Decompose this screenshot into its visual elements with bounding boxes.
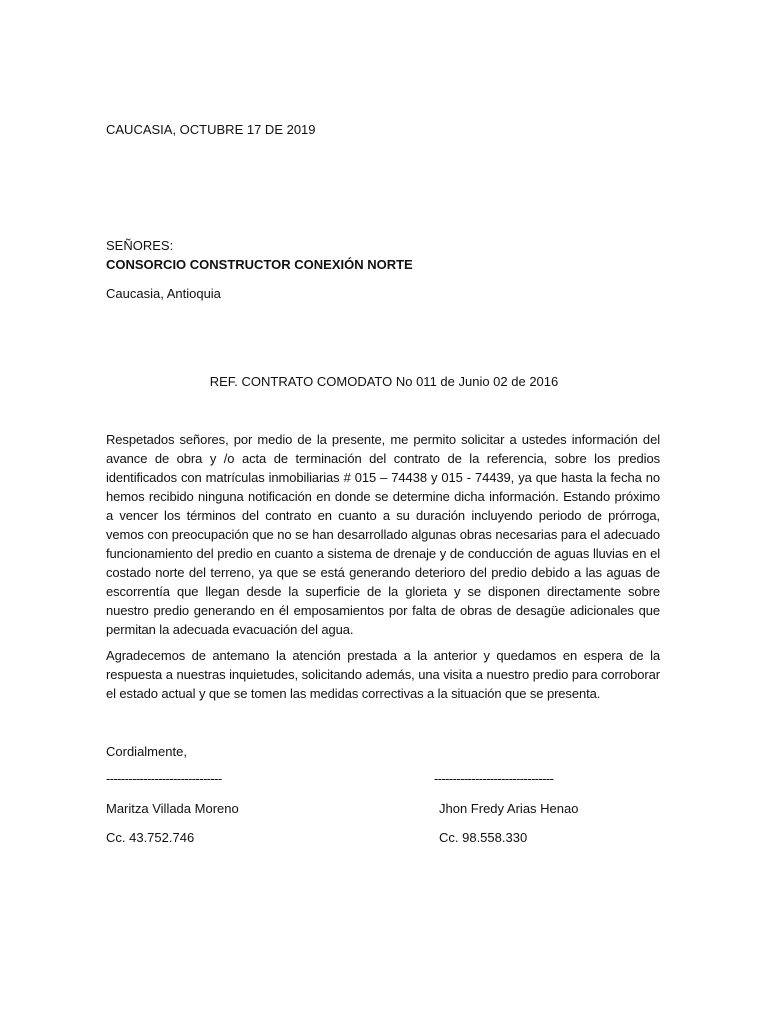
signature-line-left: -------------------------------: [106, 771, 222, 786]
signer-name-left: Maritza Villada Moreno: [106, 801, 239, 816]
body-paragraph-1: Respetados señores, por medio de la presente, me permito solicitar a ustedes información del avance de obra y /o acta de terminación del contrato de la referencia, sobre los predios identificados con matrículas inmobiliarias # 015 – 74438 y 015 - 74439, ya que hasta la fecha no hemos recibido ninguna notificación en donde se determine dicha información. Estando próximo a vencer los términos del contrato en cuanto a su duración incluyendo periodo de prórroga, vemos con preocupación que no se han desarrollado algunas obras necesarias para el adecuado funcionamiento del predio en cuanto a sistema de drenaje y de conducción de aguas lluvias en el costado norte del terreno, ya que se está generando deterioro del predio debido a las aguas de escorrentía que llegan desde la superficie de la glorieta y se disponen directamente sobre nuestro predio generando en él emposamientos por falta de obras de desagüe adicionales que permitan la adecuada evacuación del agua.: [106, 432, 660, 637]
signer-id-left: Cc. 43.752.746: [106, 830, 195, 845]
signer-name-right: Jhon Fredy Arias Henao: [439, 801, 579, 816]
recipient-location: Caucasia, Antioquia: [106, 286, 221, 301]
recipient-name: CONSORCIO CONSTRUCTOR CONEXIÓN NORTE: [106, 257, 413, 272]
signature-line-right: --------------------------------: [434, 771, 554, 786]
date-line: CAUCASIA, OCTUBRE 17 DE 2019: [106, 122, 316, 137]
signer-id-right: Cc. 98.558.330: [439, 830, 528, 845]
body-paragraph-2: Agradecemos de antemano la atención prestada a la anterior y quedamos en espera de la respuesta a nuestras inquietudes, solicitando además, una visita a nuestro predio para corroborar el estado actual y que se tomen las medidas correctivas a la situación que se presenta.: [106, 648, 660, 701]
reference-line: REF. CONTRATO COMODATO No 011 de Junio 02 de 2016: [209, 374, 559, 389]
closing: Cordialmente,: [106, 744, 187, 759]
salutation-header: SEÑORES:: [106, 238, 174, 253]
